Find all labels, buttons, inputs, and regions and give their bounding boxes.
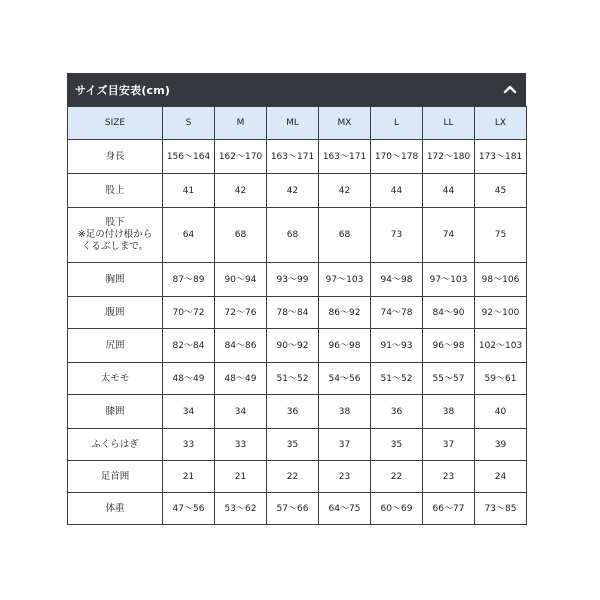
table-cell: 33 [163,429,215,461]
table-cell: 45 [475,174,527,208]
table-cell: 97〜103 [423,263,475,297]
table-cell: 173〜181 [475,140,527,174]
table-cell: 156〜164 [163,140,215,174]
row-label-line: ※足の付け根から [77,229,153,240]
table-cell: 170〜178 [371,140,423,174]
table-cell: 78〜84 [267,297,319,329]
row-label: 尻囲 [68,329,163,363]
header-cell-lx: LX [475,107,527,140]
row-label: 股上 [68,174,163,208]
table-cell: 42 [319,174,371,208]
table-cell: 68 [319,208,371,263]
row-label: 体重 [68,493,163,525]
table-cell: 172〜180 [423,140,475,174]
row-label: 太モモ [68,363,163,395]
table-cell: 35 [267,429,319,461]
table-cell: 64〜75 [319,493,371,525]
table-cell: 92〜100 [475,297,527,329]
table-cell: 94〜98 [371,263,423,297]
table-header-row [68,107,527,140]
row-label: 腹囲 [68,297,163,329]
table-row [68,208,527,263]
table-cell: 74〜78 [371,297,423,329]
table-cell: 37 [319,429,371,461]
table-row [68,140,527,174]
table-cell: 86〜92 [319,297,371,329]
table-row [68,363,527,395]
table-cell: 84〜90 [423,297,475,329]
table-cell: 44 [423,174,475,208]
table-row [68,493,527,525]
table-cell: 42 [215,174,267,208]
row-label: 胸囲 [68,263,163,297]
table-cell: 90〜94 [215,263,267,297]
table-cell: 33 [215,429,267,461]
table-cell: 48〜49 [163,363,215,395]
table-cell: 44 [371,174,423,208]
table-cell: 47〜56 [163,493,215,525]
table-cell: 60〜69 [371,493,423,525]
table-cell: 70〜72 [163,297,215,329]
header-cell-mx: MX [319,107,371,140]
table-cell: 55〜57 [423,363,475,395]
table-cell: 96〜98 [423,329,475,363]
row-label: 膝囲 [68,395,163,429]
table-cell: 21 [163,461,215,493]
table-cell: 38 [319,395,371,429]
table-cell: 102〜103 [475,329,527,363]
table-cell: 24 [475,461,527,493]
table-cell: 72〜76 [215,297,267,329]
header-cell-ll: LL [423,107,475,140]
table-cell: 87〜89 [163,263,215,297]
table-cell: 97〜103 [319,263,371,297]
table-cell: 36 [267,395,319,429]
table-cell: 34 [215,395,267,429]
table-cell: 41 [163,174,215,208]
table-row [68,429,527,461]
table-cell: 36 [371,395,423,429]
table-cell: 96〜98 [319,329,371,363]
panel-title: サイズ目安表(cm) [75,84,171,97]
table-cell: 53〜62 [215,493,267,525]
header-cell-size: SIZE [68,107,163,140]
table-row [68,263,527,297]
size-chart-header[interactable] [67,73,526,106]
table-cell: 73 [371,208,423,263]
table-cell: 93〜99 [267,263,319,297]
row-label-line: くるぶしまで。 [81,241,149,252]
header-cell-l: L [371,107,423,140]
size-table [67,106,527,525]
row-label: ふくらはぎ [68,429,163,461]
table-cell: 23 [319,461,371,493]
table-cell: 98〜106 [475,263,527,297]
table-cell: 22 [371,461,423,493]
table-cell: 162〜170 [215,140,267,174]
chevron-up-icon[interactable] [503,84,517,94]
table-row [68,395,527,429]
table-cell: 74 [423,208,475,263]
table-cell: 163〜171 [319,140,371,174]
header-cell-ml: ML [267,107,319,140]
table-cell: 35 [371,429,423,461]
row-label [68,208,163,263]
table-cell: 39 [475,429,527,461]
table-cell: 34 [163,395,215,429]
table-cell: 23 [423,461,475,493]
table-row [68,329,527,363]
table-cell: 82〜84 [163,329,215,363]
table-cell: 68 [215,208,267,263]
table-cell: 57〜66 [267,493,319,525]
table-cell: 90〜92 [267,329,319,363]
table-cell: 54〜56 [319,363,371,395]
table-cell: 21 [215,461,267,493]
row-label-line: 股下 [105,217,125,228]
table-cell: 68 [267,208,319,263]
size-chart-panel [67,73,526,525]
table-cell: 22 [267,461,319,493]
row-label: 足首囲 [68,461,163,493]
table-row [68,461,527,493]
table-cell: 40 [475,395,527,429]
table-cell: 37 [423,429,475,461]
table-cell: 75 [475,208,527,263]
table-cell: 163〜171 [267,140,319,174]
row-label: 身長 [68,140,163,174]
header-cell-m: M [215,107,267,140]
table-cell: 51〜52 [267,363,319,395]
table-cell: 73〜85 [475,493,527,525]
table-cell: 38 [423,395,475,429]
table-cell: 66〜77 [423,493,475,525]
table-cell: 42 [267,174,319,208]
table-cell: 59〜61 [475,363,527,395]
table-cell: 51〜52 [371,363,423,395]
table-cell: 48〜49 [215,363,267,395]
table-cell: 84〜86 [215,329,267,363]
table-row [68,297,527,329]
header-cell-s: S [163,107,215,140]
table-row [68,174,527,208]
table-cell: 91〜93 [371,329,423,363]
table-cell: 64 [163,208,215,263]
